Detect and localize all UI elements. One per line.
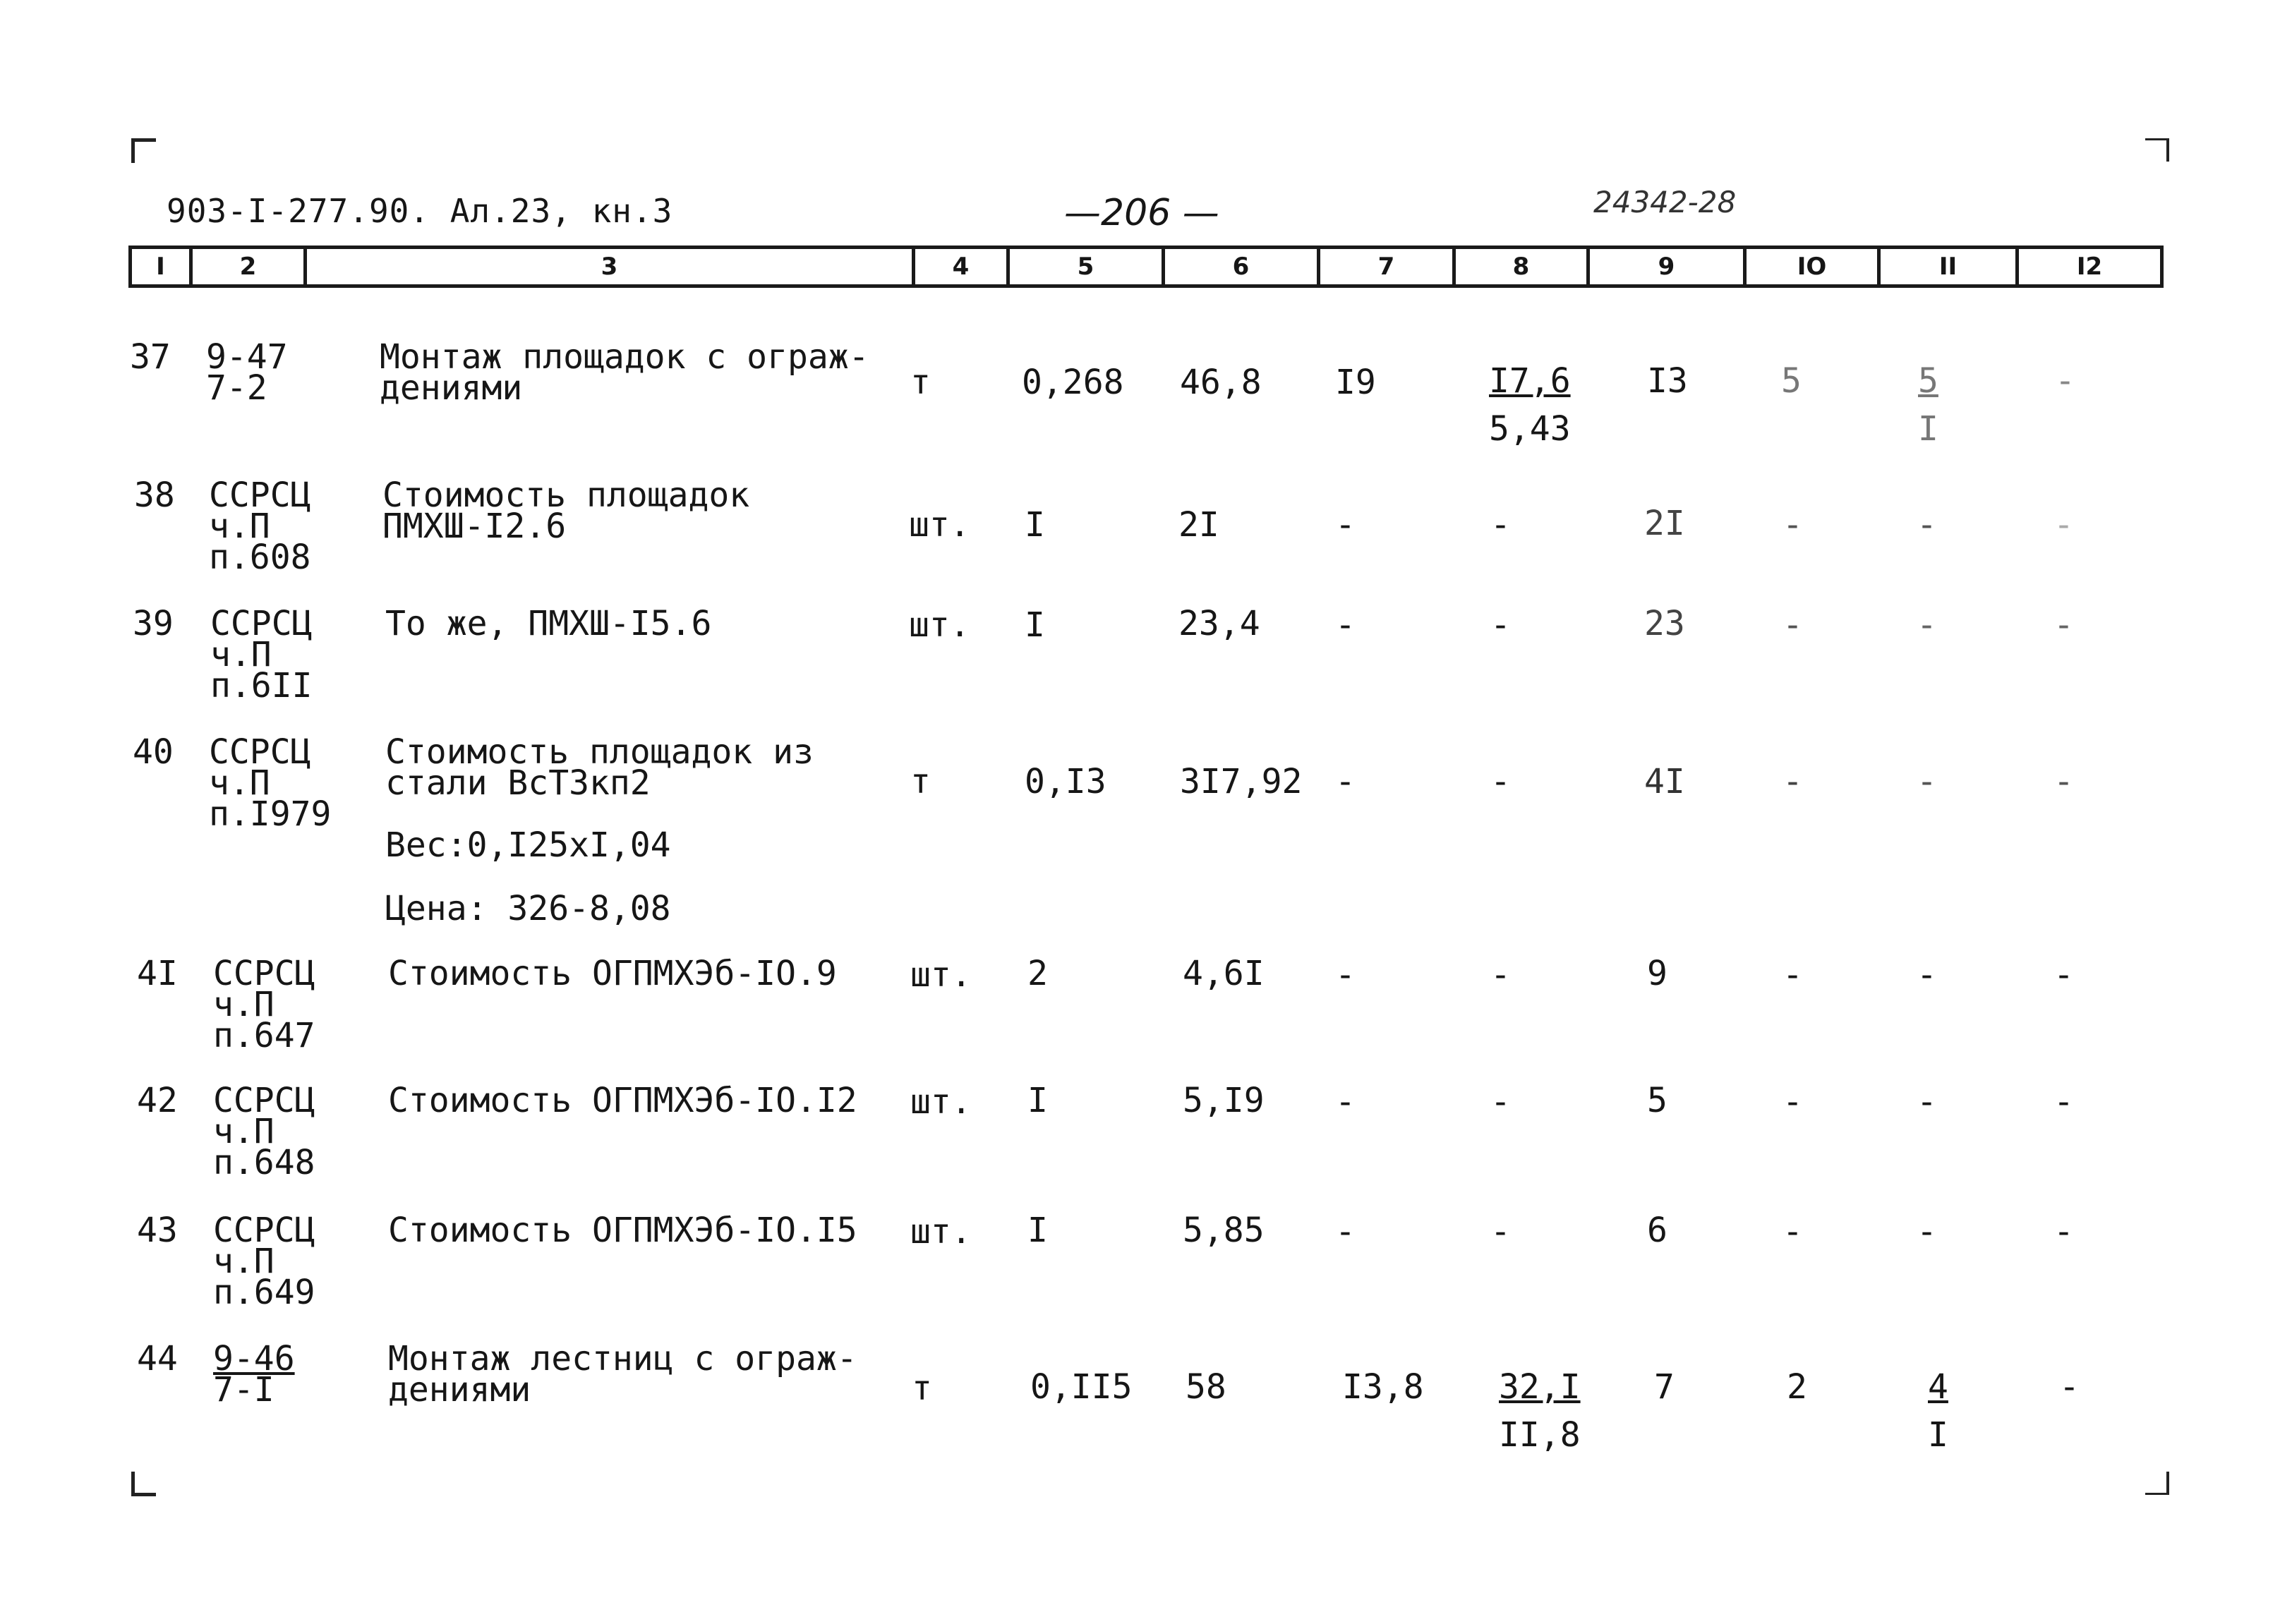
- corner-mark-top-left: [131, 138, 156, 163]
- row-col7: I3,8: [1342, 1367, 1424, 1407]
- handwritten-number: 24342-28: [1593, 185, 1737, 219]
- row-col11-sub: I: [1928, 1415, 1948, 1455]
- row-ref: ССРСЦ ч.П п.649: [213, 1211, 315, 1312]
- row-col6: 5,85: [1183, 1211, 1265, 1250]
- row-col8: I7,6: [1489, 361, 1571, 401]
- row-col5: I: [1025, 605, 1045, 645]
- row-description: Стоимость ОГПМХЭб-IO.I5: [388, 1211, 857, 1250]
- row-col9: 2I: [1644, 504, 1685, 543]
- row-col5: 0,I3: [1025, 762, 1106, 801]
- row-number: 39: [133, 604, 174, 643]
- row-col12: -: [2053, 955, 2074, 995]
- row-col9: 4I: [1644, 762, 1685, 801]
- row-number: 40: [133, 732, 174, 772]
- row-col11: -: [1917, 762, 1937, 801]
- column-header-2: 2: [189, 246, 303, 288]
- row-description: То же, ПМХШ-I5.6: [385, 604, 712, 643]
- column-header-7: 7: [1317, 246, 1452, 288]
- row-col7: -: [1335, 605, 1356, 645]
- corner-mark-bottom-left: [131, 1472, 156, 1496]
- column-header-11: II: [1877, 246, 2015, 288]
- row-col11: -: [1917, 605, 1937, 645]
- row-col5: I: [1027, 1211, 1048, 1250]
- row-ref: 9-46 7-I: [213, 1339, 295, 1410]
- row-col11: 5: [1918, 361, 1938, 401]
- row-unit: т: [912, 1369, 932, 1408]
- row-col8: -: [1490, 505, 1511, 545]
- row-price-note: Цена: 326-8,08: [385, 889, 671, 928]
- row-col9: 5: [1647, 1081, 1667, 1120]
- row-col7: -: [1335, 762, 1356, 801]
- row-col5: 2: [1027, 954, 1048, 993]
- row-col5: I: [1027, 1081, 1048, 1120]
- row-col9: 7: [1654, 1367, 1675, 1407]
- column-header-3: 3: [303, 246, 912, 288]
- row-col6: 23,4: [1178, 604, 1260, 643]
- row-col10: -: [1783, 605, 1803, 645]
- column-header-12: I2: [2015, 246, 2164, 288]
- row-col9: I3: [1647, 361, 1688, 401]
- row-col7: -: [1335, 1212, 1356, 1252]
- row-ref: 9-47 7-2: [206, 337, 288, 408]
- row-unit: т: [910, 762, 931, 801]
- row-col7: I9: [1335, 363, 1376, 402]
- row-unit: шт.: [909, 605, 970, 645]
- row-col7: -: [1335, 955, 1356, 995]
- row-number: 38: [134, 475, 175, 515]
- row-col8: 32,I: [1499, 1367, 1581, 1407]
- row-ref: ССРСЦ ч.П п.648: [213, 1081, 315, 1182]
- row-unit: т: [910, 363, 931, 402]
- row-col11-sub: I: [1918, 409, 1938, 449]
- column-header-8: 8: [1452, 246, 1586, 288]
- row-col7: -: [1335, 505, 1356, 545]
- row-col8-sub: II,8: [1499, 1415, 1581, 1455]
- column-header-6: 6: [1162, 246, 1317, 288]
- row-unit: шт.: [910, 955, 972, 995]
- row-col10: 2: [1787, 1367, 1807, 1407]
- row-col5: 0,II5: [1030, 1367, 1133, 1407]
- corner-mark-bottom-right: [2145, 1472, 2169, 1495]
- row-number: 43: [137, 1211, 178, 1250]
- row-col11: -: [1917, 955, 1937, 995]
- row-col10: -: [1783, 955, 1803, 995]
- row-unit: шт.: [910, 1212, 972, 1252]
- row-col7: -: [1335, 1082, 1356, 1122]
- row-col12: -: [2053, 605, 2074, 645]
- row-col12: -: [2053, 762, 2074, 801]
- row-description: Стоимость площадок ПМХШ-I2.6: [382, 475, 750, 546]
- row-col6: 46,8: [1180, 363, 1262, 402]
- row-col12: -: [2059, 1367, 2080, 1407]
- row-col6: 4,6I: [1183, 954, 1265, 993]
- row-unit: шт.: [909, 505, 970, 545]
- column-header-10: IO: [1743, 246, 1877, 288]
- row-col9: 23: [1644, 604, 1685, 643]
- row-col6: 5,I9: [1183, 1081, 1265, 1120]
- row-col6: 58: [1186, 1367, 1226, 1407]
- row-col11: -: [1917, 505, 1937, 545]
- row-ref: ССРСЦ ч.П п.6II: [210, 604, 313, 705]
- row-weight-note: Вес:0,I25хI,04: [385, 825, 671, 865]
- column-header-1: I: [128, 246, 189, 288]
- row-col10: -: [1783, 762, 1803, 801]
- corner-mark-top-right: [2145, 138, 2169, 162]
- row-col12: -: [2053, 1212, 2074, 1252]
- row-col11: 4: [1928, 1367, 1948, 1407]
- row-col11: -: [1917, 1082, 1937, 1122]
- row-col12: -: [2053, 1082, 2074, 1122]
- row-unit: шт.: [910, 1082, 972, 1122]
- row-col12: -: [2053, 505, 2074, 545]
- row-col12: -: [2055, 361, 2075, 401]
- column-header-4: 4: [912, 246, 1006, 288]
- row-col8: -: [1490, 955, 1511, 995]
- row-col8: -: [1490, 1212, 1511, 1252]
- row-ref: ССРСЦ ч.П п.647: [213, 954, 315, 1055]
- row-number: 4I: [137, 954, 178, 993]
- row-ref: ССРСЦ ч.П п.608: [209, 475, 311, 577]
- row-description: Стоимость ОГПМХЭб-IO.9: [388, 954, 837, 993]
- row-col5: 0,268: [1022, 363, 1124, 402]
- row-number: 37: [130, 337, 171, 377]
- column-header-9: 9: [1586, 246, 1743, 288]
- row-col11: -: [1917, 1212, 1937, 1252]
- row-col8: -: [1490, 762, 1511, 801]
- row-description: Монтаж лестниц с ограж- дениями: [388, 1339, 857, 1410]
- column-header-5: 5: [1006, 246, 1162, 288]
- row-col8: -: [1490, 605, 1511, 645]
- row-col6: 3I7,92: [1180, 762, 1303, 801]
- row-description: Стоимость ОГПМХЭб-IO.I2: [388, 1081, 857, 1120]
- row-col10: -: [1783, 1212, 1803, 1252]
- row-col8: -: [1490, 1082, 1511, 1122]
- row-col10: -: [1783, 505, 1803, 545]
- row-description: Монтаж площадок с ограж- дениями: [380, 337, 869, 408]
- page-number: —206 —: [1064, 192, 1219, 234]
- row-number: 42: [137, 1081, 178, 1120]
- document-code: 903-I-277.90. Ал.23, кн.3: [167, 192, 673, 230]
- row-col10: 5: [1781, 361, 1802, 401]
- row-col5: I: [1025, 505, 1045, 545]
- row-col9: 9: [1647, 954, 1667, 993]
- row-col8-sub: 5,43: [1489, 409, 1571, 449]
- row-ref: ССРСЦ ч.П п.I979: [209, 732, 332, 834]
- row-col9: 6: [1647, 1211, 1667, 1250]
- row-col10: -: [1783, 1082, 1803, 1122]
- row-description: Стоимость площадок из стали ВсТ3кп2: [385, 732, 814, 803]
- row-col6: 2I: [1178, 505, 1219, 545]
- row-number: 44: [137, 1339, 178, 1378]
